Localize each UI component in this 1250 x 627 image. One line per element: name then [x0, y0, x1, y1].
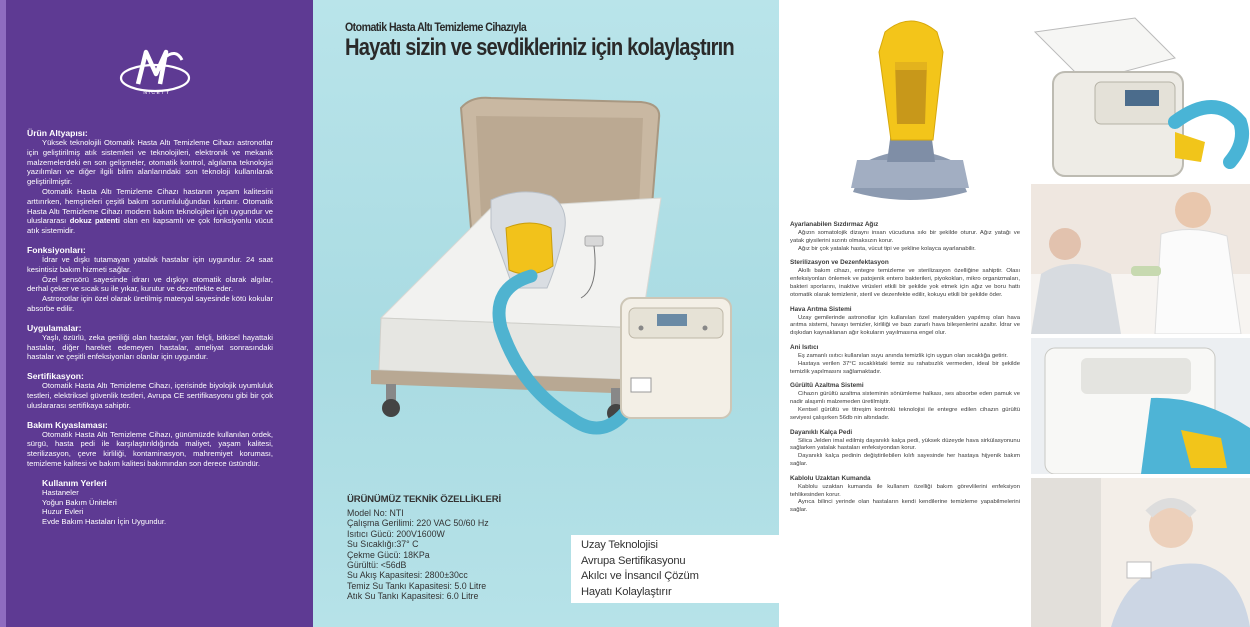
- feature-paragraph: Ayrıca bilinci yerinde olan hastaların kendi kendilerine temizleme yapabilmelerini sağlar.: [790, 499, 1020, 514]
- section-paragraph: İdrar ve dışkı tutamayan yatalak hastalar için uygundur. 24 saat kesintisiz bakım hizmeti sağlar.: [27, 254, 273, 274]
- middle-panel: [313, 0, 779, 627]
- usage-item: Hastaneler: [42, 487, 79, 497]
- feature-paragraph: Silica Jelden imal edilmiş dayanıklı kalça pedi, yüksek düzeyde hava sirkülasyonunu sağlarken yatalak hastaları enfeksiyondan korur.: [790, 437, 1020, 452]
- feature-heading: Ani Isıtıcı: [790, 343, 819, 351]
- section-heading: Fonksiyonları:: [27, 244, 86, 255]
- feature-wired-remote: [790, 475, 1020, 515]
- spec-line: Çekme Gücü: 18KPa: [347, 549, 430, 560]
- section-paragraph: Astronotlar için özel olarak üretilmiş materyal sayesinde kötü kokular absorbe edilir.: [27, 294, 273, 313]
- feature-heading: Dayanıklı Kalça Pedi: [790, 428, 853, 436]
- feature-paragraph: Ağız bir çok yatalak hasta, vücut tipi ve şekline kolayca ayarlanabilir.: [798, 245, 976, 252]
- right-panel: [779, 0, 1250, 627]
- left-panel: [0, 0, 313, 627]
- section-paragraph: Özel sensörü sayesinde idrarı ve dışkıyı otomatik olarak algılar, derhal çeker ve sıcak su ile yıkar, kurutur ve dezenfekte eder.: [27, 274, 273, 294]
- feature-paragraph: Dayanıklı kalça pedinin değiştirilebilen kılıfı sayesinde her hastaya hijyenik bakım sağlar.: [790, 453, 1020, 467]
- section-bakim-kiyaslamasi: [27, 420, 273, 469]
- feature-heading: Ayarlanabilen Sızdırmaz Ağız: [790, 221, 879, 228]
- slogan-line: Akılcı ve İnsancıl Çözüm: [581, 570, 699, 583]
- feature-paragraph: Kentsel gürültü ve titreşim kontrolü teknolojisi ile entegre edilen cihazın gürültü seviyesi çalışırken 56db nin altındadır.: [790, 406, 1020, 421]
- section-uygulamalar: [27, 323, 273, 362]
- section-paragraph: Yüksek teknolojili Otomatik Hasta Altı Temizleme Cihazı astronotlar için geliştirilmiş atık sistemleri ve teknolojileri, elektronik ve mekanik malzemelerdeki en son gelişmeler, otomatik kontrol, algılama teknolojisi yazılımları ve diğer ilgili bilim alanlarındaki son teknoloji kullanılarak geliştirilmiştir.: [27, 138, 273, 187]
- elderly-woman-photo: [1031, 478, 1250, 627]
- feature-adjustable-mouth: [790, 221, 1020, 253]
- feature-hip-pad: [790, 429, 1020, 469]
- logo-wordmark: NICETY: [143, 90, 171, 96]
- slogan-line: Hayatı Kolaylaştırır: [581, 585, 672, 598]
- usage-item: Evde Bakım Hastaları İçin Uygundur.: [42, 517, 167, 527]
- device-unit-photo: [1025, 12, 1250, 188]
- feature-heading: Hava Arıtma Sistemi: [790, 305, 852, 313]
- spec-line: Temiz Su Tankı Kapasitesi: 5.0 Litre: [347, 580, 487, 591]
- section-heading: Ürün Altyapısı:: [27, 128, 88, 138]
- paragraph-text: Otomatik Hasta Altı Temizleme Cihazı hastanın yaşam kalitesini arttırırken, hemşireleri çeşitli bakım sorumluluğundan kurtarır. Otomatik Hasta Altı Temizleme Cihazı modern bakım teknolojileri için uygundur ve uluslararası: [27, 186, 273, 226]
- section-kullanim-yerleri: [27, 478, 273, 527]
- device-closeup-photo: [1031, 338, 1250, 474]
- spec-line: Su Sıcaklığı:37° C: [347, 539, 419, 550]
- section-heading: Bakım Kıyaslaması:: [27, 419, 108, 430]
- feature-heading: Kablolu Uzaktan Kumanda: [790, 474, 871, 482]
- feature-paragraph: Cihazın gürültü azaltma sisteminin sönümleme halkası, ses absorbe eden pamuk ve nadir alaşımlı malzemeden üretilmiştir.: [790, 391, 1020, 406]
- left-text-column: [27, 128, 273, 536]
- spec-line: Isıtıcı Gücü: 200V1600W: [347, 528, 445, 539]
- slogan-line: Avrupa Sertifikasyonu: [581, 554, 686, 567]
- feature-paragraph: Ağızın somatolojik dizaynı insan vücuduna sıkı bir şekilde oturur. Ağız yatağı ve yatak giysilerini sızıntı olmaksızın korur.: [790, 230, 1020, 244]
- feature-paragraph: Kablolu uzaktan kumanda ile kullanım özelliği bakım görevlilerini enfeksiyon tehlikesinden korur.: [790, 483, 1020, 498]
- features-column: [790, 221, 1020, 521]
- section-paragraph: Otomatik Hasta Altı Temizleme Cihazı, içerisinde biyolojik uyumluluk testleri, elektriksel güvenlik testleri, Avrupa CE sertifikasyonu gibi bir çok uluslararası sertifikaya sahiptir.: [27, 381, 273, 410]
- feature-paragraph: Hastaya verilen 37°C sıcaklıktaki temiz su rahatsızlık vermeden, ideal bir şekilde temizlik yapılmasını sağlamaktadır.: [790, 360, 1020, 375]
- section-urun-altyapisi: [27, 128, 273, 236]
- spec-line: Çalışma Gerilimi: 220 VAC 50/60 Hz: [347, 518, 489, 529]
- spec-line: Model No: NTI: [347, 508, 404, 518]
- nozzle-photo: [835, 12, 985, 208]
- usage-item: Yoğun Bakım Üniteleri: [42, 497, 117, 507]
- feature-sterilization: [790, 259, 1020, 299]
- caregiver-with-patient-photo: [1031, 184, 1250, 334]
- section-heading: Sertifikasyon:: [27, 371, 84, 382]
- section-fonksiyonlari: [27, 245, 273, 314]
- specs-heading: ÜRÜNÜMÜZ TEKNİK ÖZELLİKLERİ: [347, 494, 501, 505]
- slogan-line: Uzay Teknolojisi: [581, 539, 658, 551]
- feature-heading: Sterilizasyon ve Dezenfektasyon: [790, 259, 889, 267]
- section-sertifikasyon: [27, 371, 273, 410]
- left-stripe: [0, 0, 6, 627]
- section-heading: Uygulamalar:: [27, 322, 82, 333]
- feature-heading: Gürültü Azaltma Sistemi: [790, 382, 864, 390]
- feature-paragraph: Eş zamanlı ısıtıcı kullanılan suyu anında temizlik için uygun olan sıcaklığa getirir.: [798, 352, 1008, 359]
- spec-line: Atık Su Tankı Kapasitesi: 6.0 Litre: [347, 591, 479, 602]
- section-heading: Kullanım Yerleri: [42, 477, 107, 488]
- paragraph-text: olan en kapsamlı ve çok fonksiyonlu vücut atık sistemidir.: [27, 216, 273, 236]
- feature-noise-reduction: [790, 382, 1020, 422]
- section-paragraph: Otomatik Hasta Altı Temizleme Cihazı, günümüzde kullanılan ördek, sürgü, hasta pedi ile karşılaştırıldığında maliyet, yaşam kalitesi, sterilizasyon, çevre kirliliği, kontaminasyon, mahremiyet koruması, temizleme kalitesi ve bakım kalitesi bakımından son derece üstündür.: [27, 429, 273, 468]
- section-paragraph: Yaşlı, özürlü, zeka geriliği olan hastalar, yarı felçli, bitkisel hayattaki hastalar, diğer hareket edemeyen hastalar, ameliyat sonrasındaki hastalar ve çeşitli enfeksiyonları olanlar için uygundur.: [27, 332, 273, 362]
- spec-line: Su Akış Kapasitesi: 2800±30cc: [347, 570, 468, 581]
- feature-instant-heater: [790, 344, 1020, 376]
- usage-item: Huzur Evleri: [42, 507, 84, 517]
- headline-title: Hayatı sizin ve sevdikleriniz için kolaylaştırın: [345, 34, 734, 61]
- headline-subtitle: Otomatik Hasta Altı Temizleme Cihazıyla: [345, 20, 527, 34]
- section-paragraph: [27, 187, 273, 236]
- slogan-box: [571, 535, 779, 603]
- technical-specs: [347, 494, 567, 602]
- product-bed-illustration: [341, 88, 761, 478]
- spec-line: Gürültü: <56dB: [347, 560, 407, 571]
- feature-paragraph: Akıllı bakım cihazı, entegre temizleme ve sterilizasyon özelliğine sahiptir. Olası enfeksiyonları önlemek ve patojenik entero bakterileri, piyokokları, mikro organizmaları, bakteri sporlarını, inaktive virüsleri etkili bir şekilde yok etmek için ağız ve boru hattı otomatik olarak temizlenir, steril ve dezenfekte edilir, kokuyu etkili bir şekilde öder.: [790, 268, 1020, 298]
- patent-highlight: dokuz patenti: [69, 216, 120, 226]
- feature-paragraph: Uzay gemilerinde astronotlar için kullanılan özel materyalden yapılmış olan hava arıtma sistemi, havayı temizler, kirliliği ve bazı zararlı hava bileşenlerini azaltır. İdrar ve dışkıdan kaynaklanan ağır kokuların yayılmasına engel olur.: [790, 314, 1020, 337]
- feature-air-purification: [790, 306, 1020, 338]
